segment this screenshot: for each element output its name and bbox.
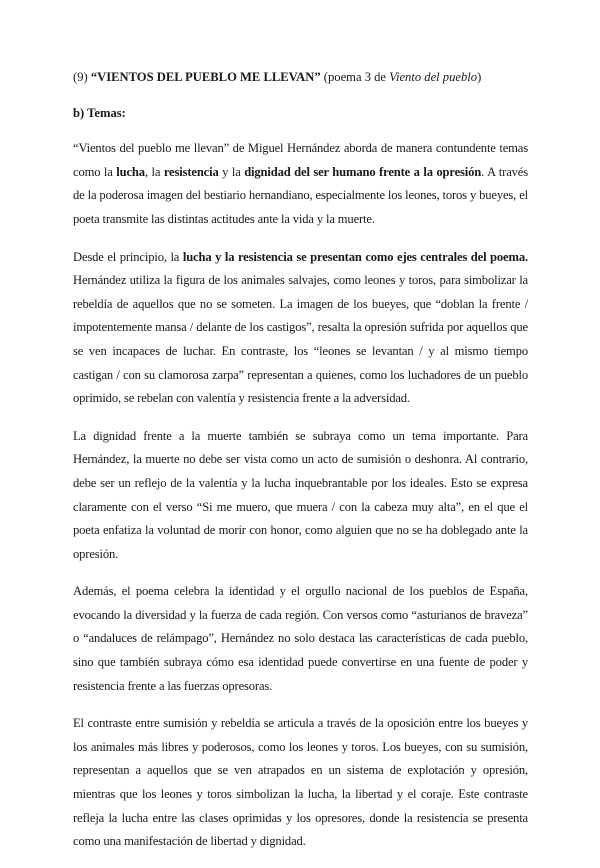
- poem-title: “VIENTOS DEL PUEBLO ME LLEVAN”: [90, 70, 321, 84]
- bold-term-lucha: lucha: [116, 164, 145, 179]
- paragraph-contraste: El contraste entre sumisión y rebeldía se articula a través de la oposición entre los bueyes y los animales más libres y poderosos, como los leones y toros. Los bueyes, con su sumisión, representan a aquellos que se ven atrapados en un sistema de explotación y opresión, mientras que los leones y toros simbolizan la lucha, la libertad y el coraje. Este contraste refleja la lucha entre las clases oprimidas y los opresores, donde la resistencia se presenta como una manifestación de libertad y dignidad.: [73, 716, 528, 849]
- text-run: . A través de la poderosa imagen del bestiario hernandiano, especialmente los leones, toros y bueyes, el poeta transmite las distintas actitudes ante la vida y la muerte.: [73, 164, 528, 226]
- bold-term-resistencia: resistencia: [163, 164, 219, 179]
- text-run: “Vientos del pueblo me llevan” de Miguel Hernández aborda de manera contundente temas como la: [73, 141, 528, 179]
- section-heading: b) Temas:: [73, 105, 126, 120]
- text-run: y la: [218, 164, 245, 179]
- bold-term-dignidad: dignidad del ser humano frente a la opresión: [244, 164, 482, 179]
- paragraph-identidad: Además, el poema celebra la identidad y el orgullo nacional de los pueblos de España, evocando la diversidad y la fuerza de cada región. Con versos como “asturianos de braveza” o “andaluces de relámpago”, Hernández no solo destaca las características de cada pueblo, sino que también subraya cómo esa identidad puede convertirse en una fuente de poder y resistencia frente a las fuerzas opresoras.: [73, 584, 528, 693]
- paragraph-intro: [73, 137, 528, 231]
- text-run: Hernández utiliza la figura de los animales salvajes, como leones y toros, para simbolizar la rebeldía de aquellos que no se someten. La imagen de los bueyes, que “doblan la frente / impotentemente mansa / delante de los castigos”, resalta la opresión sufrida por aquellos que se ven incapaces de luchar. En contraste, los “leones se levantan / y al mismo tiempo castigan / con su clamorosa zarpa” representan a quienes, como los luchadores de un pueblo oprimido, se rebelan con valentía y resistencia frente a la adversidad.: [73, 273, 528, 406]
- paragraph-lucha: [73, 246, 528, 411]
- poem-number: (9): [73, 70, 88, 84]
- document-page: [73, 66, 528, 868]
- poem-subtitle-post: ): [477, 70, 482, 84]
- bold-thesis: lucha y la resistencia se presentan como ejes centrales del poema.: [182, 249, 528, 264]
- text-run: Desde el principio, la: [73, 249, 183, 264]
- paragraph-dignidad: La dignidad frente a la muerte también se subraya como un tema importante. Para Hernández, la muerte no debe ser vista como un acto de sumisión o deshonra. Al contrario, debe ser un reflejo de la valentía y la lucha inquebrantable por los ideales. Esto se expresa claramente con el verso “Si me muero, que muera / con la cabeza muy alta”, en el que el poeta enfatiza la voluntad de morir con honor, como alguien que no se ha doblegado ante la opresión.: [73, 428, 528, 561]
- poem-subtitle-pre: (poema 3 de: [323, 70, 390, 84]
- book-title: Viento del pueblo: [389, 70, 478, 84]
- poem-title-line: [73, 66, 528, 90]
- text-run: , la: [144, 164, 164, 179]
